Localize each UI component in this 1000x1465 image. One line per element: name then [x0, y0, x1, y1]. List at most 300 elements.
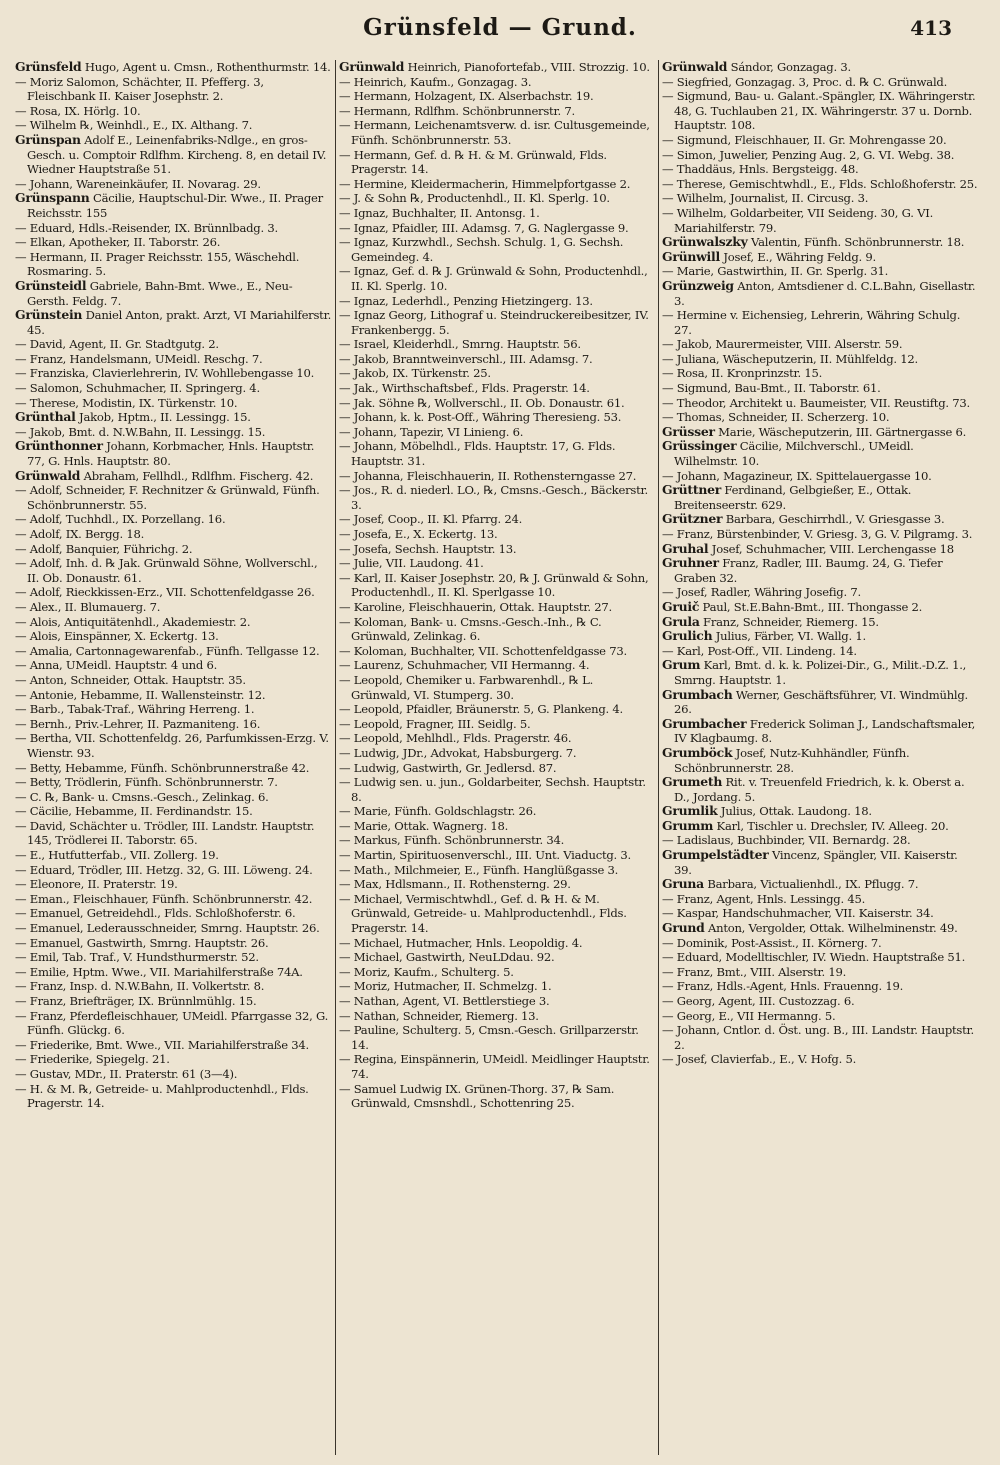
entry-text: — Adolf, Inh. d. ℞ Jak. Grünwald Söhne, Wollverschl., II. Ob. Donaustr. 61. [15, 556, 318, 585]
entry-text: — Ignaz, Pfaidler, III. Adamsg. 7, G. Naglergasse 9. [339, 220, 629, 235]
entry-surname: Gruhner [662, 555, 719, 571]
directory-entry [339, 221, 655, 236]
entry-text: — Emanuel, Getreidehdl., Flds. Schloßhoferstr. 6. [15, 906, 296, 921]
directory-entry [662, 133, 978, 148]
directory-entry [662, 469, 978, 484]
entry-text: — Samuel Ludwig IX. Grünen-Thorg. 37, ℞ Sam. Grünwald, Cmsnshdl., Schottenring 25. [339, 1081, 615, 1111]
entry-text: Jakob, Hptm., II. Lessingg. 15. [75, 410, 251, 425]
entry-text: Ferdinand, Gelbgießer, E., Ottak. Breitenseerstr. 629. [674, 483, 912, 512]
entry-text: — Franz, Pferdefleischhauer, UMeidl. Pfarrgasse 32, G. Fünfh. Glückg. 6. [15, 1008, 329, 1038]
directory-entry [339, 337, 655, 352]
entry-text: Johann, Korbmacher, Hnls. Hauptstr. 77, G. Hnls. Hauptstr. 80. [27, 439, 315, 469]
entry-text: — Adolf, Schneider, F. Rechnitzer & Grünwald, Fünfh. Schönbrunnerstr. 55. [15, 483, 320, 512]
directory-entry [15, 366, 332, 381]
directory-entry [15, 629, 332, 644]
entry-text: — Alex., II. Blumauerg. 7. [15, 599, 161, 614]
entry-text: Abraham, Fellhdl., Rdlfhm. Fischerg. 42. [80, 468, 314, 483]
directory-entry [339, 936, 655, 951]
entry-text: — Nathan, Agent, VI. Bettlerstiege 3. [339, 994, 550, 1008]
entry-text: — Salomon, Schuhmacher, II. Springerg. 4. [15, 381, 260, 396]
directory-entry [15, 936, 332, 951]
directory-entry [15, 381, 332, 396]
entry-text: — Wilhelm, Goldarbeiter, VII Seideng. 30, G. VI. Mariahilferstr. 79. [662, 205, 934, 235]
entry-text: — Kaspar, Handschuhmacher, VII. Kaiserstr. 34. [662, 906, 934, 921]
entry-surname: Gruič [662, 598, 700, 614]
entry-surname: Grünwald [662, 60, 728, 74]
directory-entry [339, 308, 655, 337]
directory-entry [662, 439, 978, 468]
entry-text: — Marie, Fünfh. Goldschlagstr. 26. [339, 804, 537, 819]
entry-surname: Grünspan [15, 131, 81, 147]
directory-entry [15, 483, 332, 512]
directory-entry [662, 644, 978, 659]
entry-surname: Grüsser [662, 423, 715, 439]
directory-entry [15, 673, 332, 688]
directory-entry [662, 950, 978, 965]
entry-text: Hugo, Agent u. Cmsn., Rothenthurmstr. 14. [81, 60, 331, 74]
entry-text: Karl, Bmt. d. k. k. Polizei-Dir., G., Milit.-D.Z. 1., Smrng. Hauptstr. 1. [674, 658, 967, 687]
directory-entry [339, 191, 655, 206]
entry-text: — Elkan, Apotheker, II. Taborstr. 26. [15, 235, 221, 250]
entry-text: — Josef, Clavierfab., E., V. Hofg. 5. [662, 1052, 857, 1067]
directory-entry [15, 235, 332, 250]
directory-entry [339, 366, 655, 381]
directory-entry [339, 148, 655, 177]
directory-entry [15, 877, 332, 892]
entry-surname: Grünthonner [15, 438, 103, 454]
entry-text: — Moriz Salomon, Schächter, II. Pfefferg. 3, Fleischbank II. Kaiser Josephstr. 2. [15, 74, 264, 104]
directory-entry [15, 352, 332, 367]
directory-entry [662, 965, 978, 980]
entry-text: — Thaddäus, Hnls. Bergsteigg. 48. [662, 162, 859, 177]
directory-entry [15, 410, 332, 425]
entry-text: — Josef, Radler, Währing Josefig. 7. [662, 585, 861, 600]
entry-text: — Leopold, Mehlhdl., Flds. Pragerstr. 46. [339, 731, 572, 746]
directory-entry [339, 352, 655, 367]
directory-entry [15, 950, 332, 965]
entry-text: — Eduard, Trödler, III. Hetzg. 32, G. III. Löweng. 24. [15, 862, 313, 877]
directory-entry [662, 381, 978, 396]
directory-entry [662, 148, 978, 163]
directory-entry [662, 585, 978, 600]
entry-surname: Gruhal [662, 540, 709, 556]
directory-entry [339, 848, 655, 863]
directory-entry [662, 235, 978, 250]
directory-entry [339, 60, 655, 75]
entry-text: — Hermann, Gef. d. ℞ H. & M. Grünwald, Flds. Pragerstr. 14. [339, 147, 607, 177]
entry-text: — Leopold, Chemiker u. Farbwarenhdl., ℞ L. Grünwald, VI. Stumperg. 30. [339, 672, 594, 702]
directory-entry [662, 337, 978, 352]
directory-entry [662, 921, 978, 936]
entry-text: Cäcilie, Milchverschl., UMeidl. Wilhelmstr. 10. [674, 439, 914, 469]
entry-text: — Heinrich, Kaufm., Gonzagag. 3. [339, 74, 532, 89]
directory-entry [339, 819, 655, 834]
directory-entry [662, 527, 978, 542]
entry-text: — Emilie, Hptm. Wwe., VII. Mariahilferstraße 74A. [15, 964, 303, 979]
directory-entry [662, 994, 978, 1009]
directory-entry [15, 439, 332, 468]
entry-text: — Friederike, Spiegelg. 21. [15, 1052, 170, 1067]
directory-entry [339, 804, 655, 819]
entry-text: — Israel, Kleiderhdl., Smrng. Hauptstr. 56. [339, 337, 581, 352]
directory-entry [15, 644, 332, 659]
entry-text: — Adolf, Banquier, Führichg. 2. [15, 541, 193, 556]
entry-text: — Adolf, Tuchhdl., IX. Porzellang. 16. [15, 512, 226, 527]
column-2 [335, 60, 658, 1455]
directory-entry [662, 877, 978, 892]
directory-entry [662, 936, 978, 951]
entry-text: Sándor, Gonzagag. 3. [727, 60, 851, 74]
directory-entry [339, 381, 655, 396]
entry-text: Vincenz, Spängler, VII. Kaiserstr. 39. [674, 848, 958, 877]
entry-text: Heinrich, Pianofortefab., VIII. Strozzig. 10. [404, 60, 650, 74]
directory-entry [339, 542, 655, 557]
entry-text: — Karoline, Fleischhauerin, Ottak. Hauptstr. 27. [339, 599, 612, 614]
directory-entry [662, 352, 978, 367]
entry-text: Franz, Schneider, Riemerg. 15. [699, 614, 879, 629]
directory-entry [662, 688, 978, 717]
entry-surname: Grum [662, 657, 701, 673]
entry-text: — Johann, Wareneinkäufer, II. Novarag. 29. [15, 176, 261, 191]
directory-entry [662, 177, 978, 192]
directory-entry [15, 615, 332, 630]
entry-text: — Josefa, Sechsh. Hauptstr. 13. [339, 541, 517, 556]
directory-entry [339, 469, 655, 484]
entry-text: — Antonie, Hebamme, II. Wallensteinstr. 12. [15, 687, 266, 702]
directory-entry [339, 702, 655, 717]
entry-text: Marie, Wäscheputzerin, III. Gärtnergasse 6. [714, 424, 967, 439]
entry-text: Rit. v. Treuenfeld Friedrich, k. k. Oberst a. D., Jordang. 5. [674, 775, 965, 804]
entry-text: — Georg, E., VII Hermanng. 5. [662, 1008, 836, 1023]
directory-entry [15, 863, 332, 878]
entry-text: — Moriz, Kaufm., Schulterg. 5. [339, 964, 514, 979]
directory-entry [339, 965, 655, 980]
entry-text: — Adolf, IX. Bergg. 18. [15, 527, 145, 541]
directory-entry [662, 1023, 978, 1052]
directory-entry [339, 1009, 655, 1024]
entry-text: — Betty, Hebamme, Fünfh. Schönbrunnerstraße 42. [15, 760, 310, 775]
entry-text: — Moriz, Hutmacher, II. Schmelzg. 1. [339, 979, 552, 994]
entry-surname: Grützner [662, 511, 723, 527]
directory-entry [15, 731, 332, 760]
directory-entry [339, 425, 655, 440]
entry-text: — Wilhelm ℞, Weinhdl., E., IX. Althang. 7. [15, 118, 253, 133]
directory-entry [15, 921, 332, 936]
directory-entry [339, 1052, 655, 1081]
entry-text: Adolf E., Leinenfabriks-Ndlge., en gros-Gesch. u. Comptoir Rdlfhm. Kircheng. 8, en detail IV. Wiedner Hauptstraße 51. [27, 132, 327, 177]
directory-entry [15, 702, 332, 717]
entry-text: — Siegfried, Gonzagag. 3, Proc. d. ℞ C. Grünwald. [662, 74, 948, 89]
directory-entry [15, 425, 332, 440]
directory-entry [15, 979, 332, 994]
directory-entry [339, 264, 655, 293]
directory-entry [15, 104, 332, 119]
entry-text: — Ignaz Georg, Lithograf u. Steindruckereibesitzer, IV. Frankenbergg. 5. [339, 308, 649, 337]
entry-text: — Michael, Vermischtwhdl., Gef. d. ℞ H. & M. Grünwald, Getreide- u. Mahlproductenhdl., Flds. Pragerstr. 14. [339, 891, 627, 936]
entry-text: — Martin, Spirituosenverschl., III. Unt. Viaductg. 3. [339, 848, 631, 863]
directory-entry [15, 118, 332, 133]
directory-entry [662, 629, 978, 644]
directory-entry [339, 396, 655, 411]
directory-entry [339, 483, 655, 512]
directory-entry [15, 892, 332, 907]
entry-text: Barbara, Geschirrhdl., V. Griesgasse 3. [722, 512, 945, 527]
directory-entry [662, 819, 978, 834]
directory-entry [15, 717, 332, 732]
entry-text: Anton, Amtsdiener d. C.L.Bahn, Gisellastr. 3. [674, 278, 976, 308]
directory-entry [339, 206, 655, 221]
entry-text: — Hermann, II. Prager Reichsstr. 155, Wäschehdl. Rosmaring. 5. [15, 249, 300, 279]
entry-text: — Sigmund, Bau-Bmt., II. Taborstr. 61. [662, 381, 881, 396]
entry-text: Gabriele, Bahn-Bmt. Wwe., E., Neu-Gersth. Feldg. 7. [27, 278, 293, 308]
directory-entry [339, 877, 655, 892]
directory-entry [662, 250, 978, 265]
directory-entry [339, 439, 655, 468]
entry-text: — C. ℞, Bank- u. Cmsns.-Gesch., Zelinkag. 6. [15, 789, 269, 804]
directory-entry [339, 89, 655, 104]
entry-text: — Johann, Möbelhdl., Flds. Hauptstr. 17, G. Flds. Hauptstr. 31. [339, 439, 616, 469]
entry-text: — David, Schächter u. Trödler, III. Landstr. Hauptstr. 145, Trödlerei II. Taborstr. 65. [15, 818, 315, 848]
entry-text: — Franz, Briefträger, IX. Brünnlmühlg. 15. [15, 994, 257, 1008]
entry-surname: Grünwalszky [662, 234, 748, 250]
directory-entry [339, 673, 655, 702]
directory-entry [15, 1067, 332, 1082]
entry-text: — Eduard, Hdls.-Reisender, IX. Brünnlbadg. 3. [15, 220, 278, 235]
entry-text: — Franz, Insp. d. N.W.Bahn, II. Volkertstr. 8. [15, 979, 265, 994]
directory-entry [15, 1052, 332, 1067]
entry-text: — Josefa, E., X. Eckertg. 13. [339, 527, 498, 541]
directory-entry [15, 542, 332, 557]
entry-text: — Eleonore, II. Praterstr. 19. [15, 877, 178, 892]
directory-entry [339, 833, 655, 848]
entry-surname: Grumlik [662, 803, 718, 819]
directory-entry [662, 191, 978, 206]
directory-entry [15, 775, 332, 790]
directory-entry [15, 761, 332, 776]
directory-entry [662, 396, 978, 411]
entry-surname: Grünthal [15, 409, 76, 425]
directory-entry [339, 571, 655, 600]
entry-text: — Franz, Bmt., VIII. Alserstr. 19. [662, 964, 847, 979]
directory-entry [662, 206, 978, 235]
directory-entry [339, 410, 655, 425]
directory-entry [662, 279, 978, 308]
entry-surname: Grünwald [15, 467, 81, 483]
directory-entry [15, 906, 332, 921]
entry-text: Josef, Schuhmacher, VIII. Lerchengasse 18 [708, 541, 954, 556]
directory-entry [15, 1009, 332, 1038]
entry-text: — Hermine v. Eichensieg, Lehrerin, Währing Schulg. 27. [662, 308, 961, 337]
entry-surname: Grünsteidl [15, 277, 87, 293]
directory-entry [339, 104, 655, 119]
entry-text: — Marie, Gastwirthin, II. Gr. Sperlg. 31. [662, 264, 889, 279]
directory-entry [15, 512, 332, 527]
entry-surname: Grüttner [662, 482, 721, 498]
entry-text: Valentin, Fünfh. Schönbrunnerstr. 18. [747, 235, 965, 250]
directory-entry [15, 819, 332, 848]
entry-text: — Jakob, Branntweinverschl., III. Adamsg. 7. [339, 351, 593, 366]
entry-text: — Ludwig, JDr., Advokat, Habsburgerg. 7. [339, 745, 577, 760]
entry-surname: Grünsfeld [15, 60, 82, 74]
directory-entry [15, 994, 332, 1009]
entry-text: — Alois, Einspänner, X. Eckertg. 13. [15, 629, 219, 644]
entry-text: — Marie, Ottak. Wagnerg. 18. [339, 818, 509, 833]
entry-text: — Jakob, IX. Türkenstr. 25. [339, 366, 491, 381]
directory-entry [339, 994, 655, 1009]
entry-text: — E., Hutfutterfab., VII. Zollerg. 19. [15, 848, 219, 863]
entry-text: — Anna, UMeidl. Hauptstr. 4 und 6. [15, 658, 218, 673]
directory-entry [15, 585, 332, 600]
entry-text: — Regina, Einspännerin, UMeidl. Meidlinger Hauptstr. 74. [339, 1052, 650, 1081]
directory-entry [15, 600, 332, 615]
directory-entry [339, 761, 655, 776]
page-number: 413 [910, 16, 952, 40]
directory-entry [339, 118, 655, 147]
entry-text: — Cäcilie, Hebamme, II. Ferdinandstr. 15. [15, 804, 253, 819]
entry-text: Frederick Soliman J., Landschaftsmaler, IV Klagbaumg. 8. [674, 716, 976, 746]
entry-text: — Dominik, Post-Assist., II. Körnerg. 7. [662, 935, 882, 950]
entry-text: Josef, E., Währing Feldg. 9. [719, 249, 876, 264]
entry-surname: Grumm [662, 817, 714, 833]
directory-entry [15, 1082, 332, 1111]
entry-text: — Jos., R. d. niederl. LO., ℞, Cmsns.-Gesch., Bäckerstr. 3. [339, 483, 648, 512]
directory-entry [339, 717, 655, 732]
entry-surname: Grünstein [15, 307, 83, 323]
entry-surname: Grumböck [662, 744, 733, 760]
directory-entry [662, 556, 978, 585]
directory-entry [662, 615, 978, 630]
directory-entry [339, 600, 655, 615]
directory-columns [12, 60, 982, 1455]
directory-entry [15, 1038, 332, 1053]
entry-text: — J. & Sohn ℞, Productenhdl., II. Kl. Sperlg. 10. [339, 191, 610, 206]
directory-entry [339, 556, 655, 571]
entry-text: — Betty, Trödlerin, Fünfh. Schönbrunnerstr. 7. [15, 775, 278, 790]
directory-entry [662, 483, 978, 512]
directory-entry [662, 512, 978, 527]
directory-entry [662, 658, 978, 687]
entry-text: — Laurenz, Schuhmacher, VII Hermanng. 4. [339, 658, 590, 673]
entry-text: — Sigmund, Bau- u. Galant.-Spängler, IX. Währingerstr. 48, G. Tuchlauben 21, IX. Währingerstr. 37 u. Dornb. Hauptstr. 108. [662, 89, 976, 133]
directory-entry [15, 658, 332, 673]
entry-text: — Franz, Hdls.-Agent, Hnls. Frauenng. 19. [662, 979, 904, 994]
entry-text: Barbara, Victualienhdl., IX. Pflugg. 7. [703, 877, 919, 892]
directory-entry [662, 1052, 978, 1067]
directory-entry [662, 366, 978, 381]
entry-text: Karl, Tischler u. Drechsler, IV. Alleeg. 20. [713, 818, 949, 833]
entry-text: — Thomas, Schneider, II. Scherzerg. 10. [662, 410, 890, 425]
directory-entry [339, 1023, 655, 1052]
entry-text: — Karl, II. Kaiser Josephstr. 20, ℞ J. Grünwald & Sohn, Productenhdl., II. Kl. Sperlgasse 10. [339, 570, 649, 600]
directory-entry [15, 337, 332, 352]
directory-entry [662, 804, 978, 819]
directory-entry [339, 775, 655, 804]
directory-entry [662, 75, 978, 90]
entry-text: — Ludwig sen. u. jun., Goldarbeiter, Sechsh. Hauptstr. 8. [339, 775, 646, 804]
directory-entry [662, 892, 978, 907]
directory-entry [662, 425, 978, 440]
entry-text: — Bernh., Priv.-Lehrer, II. Pazmaniteng. 16. [15, 716, 261, 731]
entry-text: — Ludwig, Gastwirth, Gr. Jedlersd. 87. [339, 760, 557, 775]
entry-text: — Rosa, IX. Hörlg. 10. [15, 103, 141, 118]
directory-entry [15, 221, 332, 236]
entry-text: — Juliana, Wäscheputzerin, II. Mühlfeldg. 12. [662, 351, 918, 366]
entry-text: — Markus, Fünfh. Schönbrunnerstr. 34. [339, 833, 565, 848]
entry-surname: Gruna [662, 876, 704, 892]
entry-text: — Max, Hdlsmann., II. Rothensterng. 29. [339, 877, 571, 892]
directory-entry [662, 410, 978, 425]
directory-entry [15, 965, 332, 980]
entry-text: — Leopold, Fragner, III. Seidlg. 5. [339, 716, 531, 731]
entry-text: — Nathan, Schneider, Riemerg. 13. [339, 1008, 539, 1023]
directory-entry [662, 600, 978, 615]
directory-entry [662, 833, 978, 848]
directory-entry [339, 863, 655, 878]
directory-entry [15, 279, 332, 308]
entry-text: — Alois, Antiquitätenhdl., Akademiestr. 2. [15, 614, 251, 629]
directory-entry [662, 162, 978, 177]
entry-text: — Karl, Post-Off., VII. Lindeng. 14. [662, 643, 857, 658]
entry-text: — Friederike, Bmt. Wwe., VII. Mariahilferstraße 34. [15, 1037, 309, 1052]
entry-text: Daniel Anton, prakt. Arzt, VI Mariahilferstr. 45. [27, 308, 332, 337]
entry-text: Werner, Geschäftsführer, VI. Windmühlg. 26. [674, 687, 968, 717]
entry-text: — Hermann, Leichenamtsverw. d. isr. Cultusgemeinde, Fünfh. Schönbrunnerstr. 53. [339, 118, 650, 147]
directory-entry [15, 804, 332, 819]
directory-entry [662, 906, 978, 921]
entry-text: — Franziska, Clavierlehrerin, IV. Wohllebengasse 10. [15, 366, 315, 381]
directory-entry [15, 308, 332, 337]
entry-text: — Hermann, Holzagent, IX. Alserbachstr. 19. [339, 89, 594, 104]
entry-text: — Georg, Agent, III. Custozzag. 6. [662, 994, 855, 1008]
entry-surname: Grünwald [339, 60, 405, 74]
entry-text: — Franz, Bürstenbinder, V. Griesg. 3, G. V. Pilgramg. 3. [662, 527, 973, 541]
column-1 [12, 60, 335, 1455]
directory-entry [662, 979, 978, 994]
entry-surname: Grulich [662, 628, 713, 644]
entry-surname: Grula [662, 613, 700, 629]
entry-text: — Ignaz, Kurzwhdl., Sechsh. Schulg. 1, G. Sechsh. Gemeindeg. 4. [339, 235, 624, 264]
entry-text: — Theodor, Architekt u. Baumeister, VII. Reustiftg. 73. [662, 395, 970, 410]
entry-text: — Jakob, Bmt. d. N.W.Bahn, II. Lessingg. 15. [15, 424, 266, 439]
entry-text: — Barb., Tabak-Traf., Währing Herreng. 1. [15, 702, 255, 717]
directory-entry [662, 308, 978, 337]
entry-text: Josef, Nutz-Kuhhändler, Fünfh. Schönbrunnerstr. 28. [674, 745, 910, 775]
directory-entry [15, 60, 332, 75]
directory-entry [339, 979, 655, 994]
entry-text: — Gustav, MDr., II. Praterstr. 61 (3—4). [15, 1066, 238, 1081]
directory-entry [339, 892, 655, 936]
entry-text: Julius, Ottak. Laudong. 18. [717, 804, 872, 819]
entry-surname: Grumeth [662, 774, 723, 790]
entry-text: — Hermann, Rdlfhm. Schönbrunnerstr. 7. [339, 103, 575, 118]
entry-text: Anton, Vergolder, Ottak. Wilhelminenstr. 49. [704, 921, 958, 936]
directory-entry [15, 75, 332, 104]
directory-entry [15, 469, 332, 484]
entry-surname: Grünspann [15, 190, 90, 206]
entry-text: — Pauline, Schulterg. 5, Cmsn.-Gesch. Grillparzerstr. 14. [339, 1023, 639, 1052]
directory-entry [15, 790, 332, 805]
directory-entry [15, 191, 332, 220]
entry-text: — H. & M. ℞, Getreide- u. Mahlproductenhdl., Flds. Pragerstr. 14. [15, 1081, 309, 1111]
entry-text: — Jak., Wirthschaftsbef., Flds. Pragerstr. 14. [339, 381, 590, 396]
entry-text: — Ignaz, Gef. d. ℞ J. Grünwald & Sohn, Productenhdl., II. Kl. Sperlg. 10. [339, 264, 648, 293]
entry-text: — Johann, Cntlor. d. Öst. ung. B., III. Landstr. Hauptstr. 2. [662, 1023, 974, 1052]
entry-text: — Johann, k. k. Post-Off., Währing Theresieng. 53. [339, 410, 622, 425]
entry-text: — Leopold, Pfaidler, Bräunerstr. 5, G. Plankeng. 4. [339, 702, 623, 717]
directory-entry [15, 177, 332, 192]
directory-entry [339, 527, 655, 542]
entry-text: — Koloman, Bank- u. Cmsns.-Gesch.-Inh., ℞ C. Grünwald, Zelinkag. 6. [339, 614, 602, 644]
